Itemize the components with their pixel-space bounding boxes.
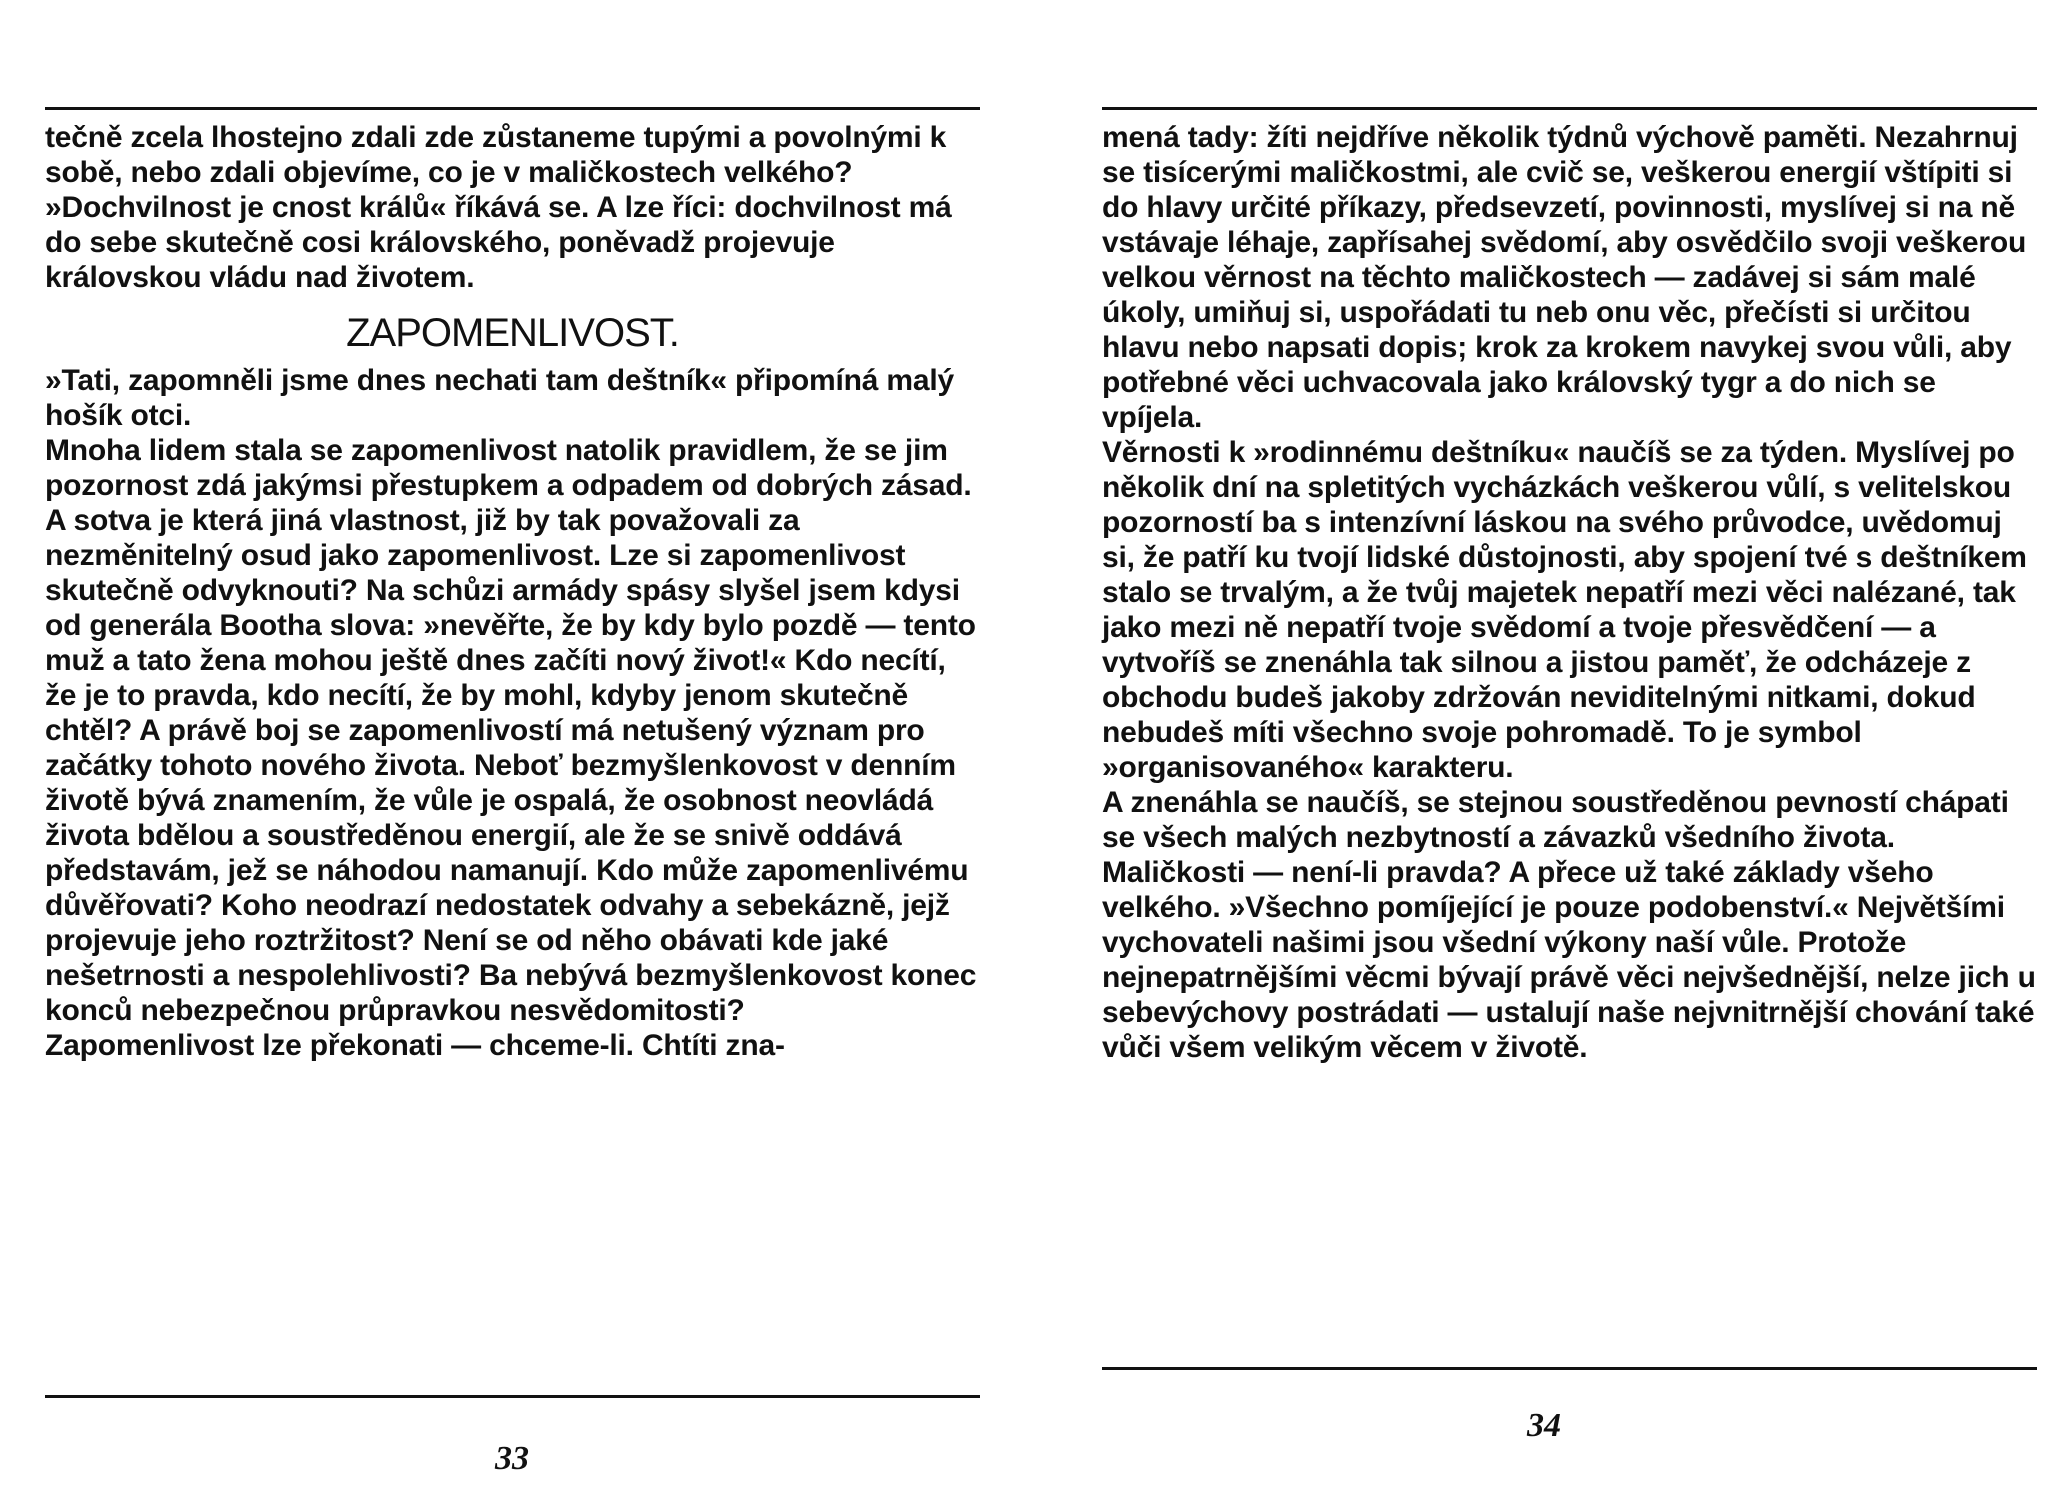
paragraph: Zapomenlivost lze překonati — chceme-li. Chtíti zna- (45, 1029, 785, 1062)
paragraph: »Tati, zapomněli jsme dnes nechati tam deštník« připomíná malý hošík otci. (45, 364, 954, 432)
page-number: 33 (495, 1440, 529, 1477)
paragraph: mená tady: žíti nejdříve několik týdnů výchově paměti. Nezahrnuj se tisícerými maličkostmi, ale cvič se, veškerou energií vštípiti si do hlavy určité příkazy, předsevzetí, povinnosti, myslívej si na ně vstávaje léhaje, zapřísahej svědomí, aby osvědčilo svoji veškerou velkou věrnost na těchto maličkostech — zadávej si sám malé úkoly, umiňuj si, uspořádati tu neb onu věc, přečísti si určitou hlavu nebo napsati dopis; krok za krokem navykej svou vůli, aby potřebné věci uchvacovala jako královský tygr a do nich se vpíjela. (1102, 121, 2027, 434)
paragraph: A znenáhla se naučíš, se stejnou soustředěnou pevností chápati se všech malých nezbytností a závazků všedního života. (1102, 786, 2009, 854)
top-rule (1102, 107, 2037, 110)
page-number: 34 (1527, 1407, 1561, 1444)
bottom-rule (1102, 1367, 2037, 1370)
right-text-block (1102, 120, 2037, 1065)
paragraph: Věrnosti k »rodinnému deštníku« naučíš se za týden. Myslívej po několik dní na spletitých vycházkách veškerou vůlí, s velitelskou pozorností ba s intenzívní láskou na svého průvodce, uvědomuj si, že patří ku tvojí lidské důstojnosti, aby spojení tvé s deštníkem stalo se trvalým, a že tvůj majetek nepatří mezi věci nalézané, tak jako mezi ně nepatří tvoje svědomí a tvoje přesvědčení — a vytvoříš se znenáhla tak silnou a jistou paměť, že odcházeje z obchodu budeš jakoby zdržován neviditelnými nitkami, dokud nebudeš míti všechno svoje pohromadě. To je symbol »organisovaného« karakteru. (1102, 436, 2027, 784)
right-page (1027, 0, 2054, 1500)
paragraph: Mnoha lidem stala se zapomenlivost natolik pravidlem, že se jim pozornost zdá jakýmsi přestupkem a odpadem od dobrých zásad. A sotva je která jiná vlastnost, již by tak považovali za nezměnitelný osud jako zapomenlivost. Lze si zapomenlivost skutečně odvyknouti? Na schůzi armády spásy slyšel jsem kdysi od generála Bootha slova: »nevěřte, že by kdy bylo pozdě — tento muž a tato žena mohou ještě dnes začíti nový život!« Kdo necítí, že je to pravda, kdo necítí, že by mohl, kdyby jenom skutečně chtěl? A právě boj se zapomenlivostí má netušený význam pro začátky tohoto nového života. Neboť bezmyšlenkovost v denním životě bývá znamením, že vůle je ospalá, že osobnost neovládá života bdělou a soustředěnou energií, ale že se snivě oddává představám, jež se náhodou namanují. Kdo může zapomenlivému důvěřovati? Koho neodrazí nedostatek odvahy a sebekázně, jejž projevuje jeho roztržitost? Není se od něho obávati kde jaké nešetrnosti a nespolehlivosti? Ba nebývá bezmyšlenkovost konec konců nebezpečnou průpravkou nesvědomitosti? (45, 434, 977, 1027)
paragraph: tečně zcela lhostejno zdali zde zůstaneme tupými a povolnými k sobě, nebo zdali objevíme, co je v maličkostech velkého? »Dochvilnost je cnost králů« říkává se. A lze říci: dochvilnost má do sebe skutečně cosi královského, poněvadž projevuje královskou vládu nad životem. (45, 121, 952, 294)
paragraph: Maličkosti — není-li pravda? A přece už také základy všeho velkého. »Všechno pomíjející je pouze podobenství.« Největšími vychovateli našimi jsou všední výkony naší vůle. Protože nejnepatrnějšími věcmi bývají právě věci nejvšednější, nelze jich u sebevýchovy postrádati — ustalují naše nejvnitrnější chování také vůči všem velikým věcem v životě. (1102, 856, 2036, 1064)
left-text-block (45, 120, 980, 1063)
chapter-heading: ZAPOMENLIVOST. (346, 311, 679, 355)
top-rule (45, 107, 980, 110)
bottom-rule (45, 1395, 980, 1398)
